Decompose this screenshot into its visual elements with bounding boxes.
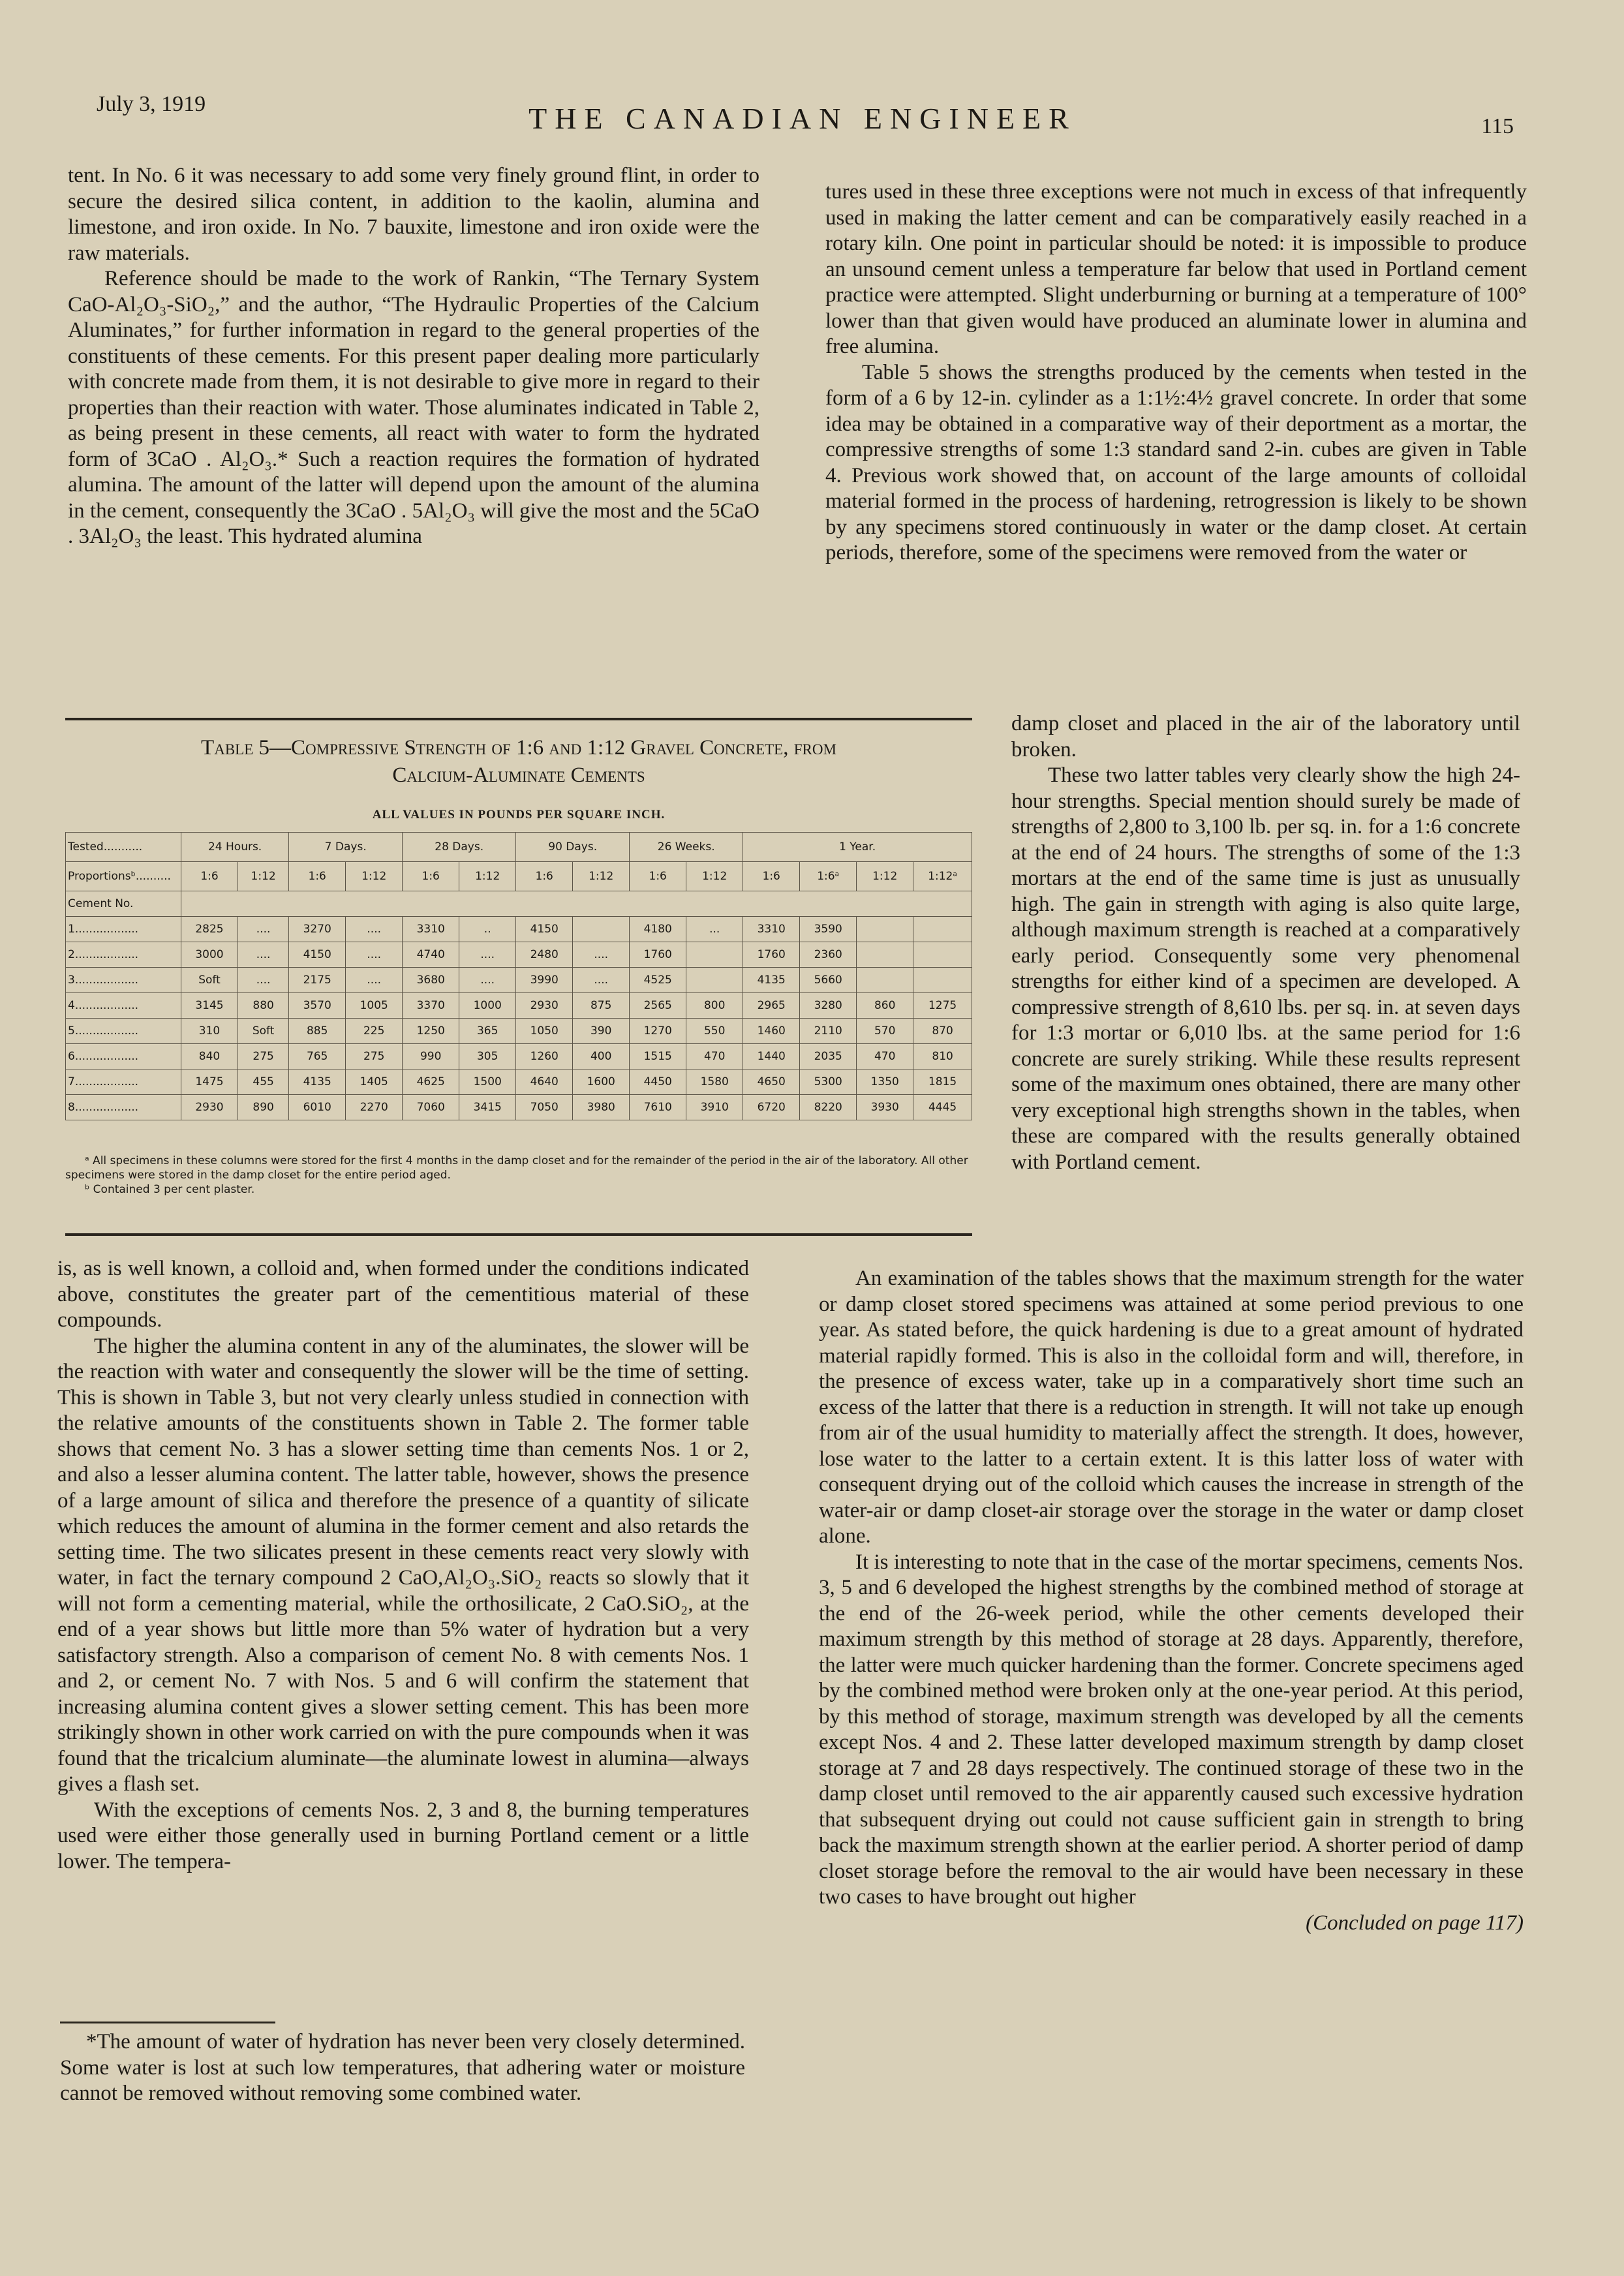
strength-value: ....: [238, 917, 289, 942]
cement-number: 3..................: [66, 968, 181, 993]
strength-value: 3270: [289, 917, 346, 942]
cement-number: 5..................: [66, 1019, 181, 1044]
strength-value: [857, 942, 913, 968]
strength-value: ....: [459, 942, 516, 968]
strength-value: 860: [857, 993, 913, 1019]
proportion-cell: 1:12: [346, 862, 403, 891]
table-top-rule: [65, 718, 972, 720]
strength-value: 2930: [181, 1095, 238, 1120]
strength-value: [857, 917, 913, 942]
strength-value: 550: [686, 1019, 743, 1044]
table-row: [66, 942, 972, 968]
strength-value: 2110: [800, 1019, 857, 1044]
strength-value: 885: [289, 1019, 346, 1044]
strength-value: 840: [181, 1044, 238, 1069]
strength-value: 3415: [459, 1095, 516, 1120]
paragraph: An examination of the tables shows that the maximum strength for the water or damp closet stored specimens was attained at some period previous to one year. As stated before, the quick hardening is due to a great amount of hydrated material rapidly formed. This is also in the colloidal form and will, therefore, in the presence of excess water, take up in a comparatively short time such an excess of the latter that there is a reduction in strength. It will not take up enough from air of the usual humidity to materially affect the strength. It does, however, lose water to the latter to a certain extent. It is this latter loss of water with consequent drying out of the colloid which causes the increase in strength of the water-air or damp closet-air storage over the storage in the water or damp closet alone.: [819, 1267, 1524, 1548]
right-column-bottom: [819, 1266, 1524, 1936]
table-row: [66, 1019, 972, 1044]
strength-value: 365: [459, 1019, 516, 1044]
paragraph: It is interesting to note that in the case of the mortar specimens, cements Nos. 3, 5 and 6 developed the highest strengths by the combined method of storage at the end of the 26-week period, while the other cements developed their maximum strength by this method of storage at 28 days. Apparently, therefore, the latter were much quicker hardening than the former. Concrete specimens aged by the combined method were broken only at the one-year period. At this period, by this method of storage, maximum strength was developed by all the cements except Nos. 4 and 2. These latter developed maximum strength by damp closet storage at 7 and 28 days respectively. The continued storage of these two in the damp closet until removed to the air apparently caused such excessive hydration that subsequent drying out could not cause sufficient gain in strength to bring back the maximum strength shown at the earlier period. A shorter period of damp closet storage before the removal to the air would have been necessary in these two cases to have brought out higher: [819, 1550, 1524, 1909]
strength-value: 4450: [630, 1069, 686, 1095]
strength-value: 2360: [800, 942, 857, 968]
strength-value: 880: [238, 993, 289, 1019]
cement-number: 6..................: [66, 1044, 181, 1069]
period-header: 90 Days.: [516, 833, 630, 862]
strength-value: 1515: [630, 1044, 686, 1069]
strength-value: Soft: [181, 968, 238, 993]
strength-value: 1005: [346, 993, 403, 1019]
strength-value: 1500: [459, 1069, 516, 1095]
strength-value: [913, 917, 972, 942]
strength-value: 275: [238, 1044, 289, 1069]
strength-value: 4625: [403, 1069, 459, 1095]
strength-value: 7060: [403, 1095, 459, 1120]
strength-value: 765: [289, 1044, 346, 1069]
proportion-cell: 1:6: [516, 862, 573, 891]
strength-value: 3570: [289, 993, 346, 1019]
strength-value: 990: [403, 1044, 459, 1069]
strength-value: 1270: [630, 1019, 686, 1044]
strength-value: 1760: [743, 942, 800, 968]
strength-value: 470: [857, 1044, 913, 1069]
period-header: 24 Hours.: [181, 833, 289, 862]
cement-label-row: [66, 891, 972, 917]
strength-value: 810: [913, 1044, 972, 1069]
proportion-cell: 1:12: [573, 862, 630, 891]
paragraph: damp closet and placed in the air of the laboratory until broken.: [1011, 712, 1520, 761]
table-caption: Table 5—Compressive Strength of 1:6 and 1:12 Gravel Concrete, from Calcium-Aluminate Cements: [201, 736, 836, 787]
footnote-rule: [60, 2022, 275, 2023]
strength-value: 570: [857, 1019, 913, 1044]
footnote: *The amount of water of hydration has never been very closely determined. Some water is lost at such low temperatures, that adhering water or moisture cannot be removed without removing some combined water.: [60, 2030, 745, 2105]
strength-value: 5300: [800, 1069, 857, 1095]
table-row: [66, 1044, 972, 1069]
strength-value: 3590: [800, 917, 857, 942]
strength-value: 1815: [913, 1069, 972, 1095]
strength-value: [686, 968, 743, 993]
paragraph: tent. In No. 6 it was necessary to add some very finely ground flint, in order to secure the desired silica content, in addition to the kaolin, alumina and limestone, and iron oxide. In No. 7 bauxite, limestone and iron oxide were the raw materials.: [68, 164, 759, 265]
proportion-cell: 1:6: [181, 862, 238, 891]
paragraph: tures used in these three exceptions were not much in excess of that infrequently used in making the latter cement and can be comparatively easily reached in a rotary kiln. One point in particular should be noted: it is impossible to produce an unsound cement unless a temperature far below that used in Portland cement practice were attempted. Slight underburning or burning at a temperature of 100° lower than that given would have produced an aluminate lower in alumina and free alumina.: [825, 180, 1527, 358]
strength-value: 1460: [743, 1019, 800, 1044]
left-column-bottom: [57, 1256, 749, 1875]
strength-value: 3680: [403, 968, 459, 993]
strength-value: [686, 942, 743, 968]
table-row: [66, 917, 972, 942]
strength-value: 3910: [686, 1095, 743, 1120]
right-column-beside-table: [1011, 711, 1520, 1175]
period-header: 26 Weeks.: [630, 833, 743, 862]
strength-value: ....: [346, 917, 403, 942]
strength-value: 1000: [459, 993, 516, 1019]
strength-value: 890: [238, 1095, 289, 1120]
proportion-cell: 1:12: [459, 862, 516, 891]
proportion-cell: 1:6: [403, 862, 459, 891]
strength-value: 4135: [289, 1069, 346, 1095]
cement-number: 4..................: [66, 993, 181, 1019]
strength-value: ....: [573, 942, 630, 968]
strength-value: 8220: [800, 1095, 857, 1120]
proportion-cell: 1:6: [743, 862, 800, 891]
cement-number: 7..................: [66, 1069, 181, 1095]
strength-value: 1250: [403, 1019, 459, 1044]
strength-value: 2825: [181, 917, 238, 942]
table-row: [66, 993, 972, 1019]
strength-value: 3370: [403, 993, 459, 1019]
proportion-cell: 1:12ᵃ: [913, 862, 972, 891]
paragraph: The higher the alumina content in any of the aluminates, the slower will be the reaction with water and consequently the slower will be the time of setting. This is shown in Table 3, but not very clearly unless studied in connection with the relative amounts of the constituents shown in Table 2. The former table shows that cement No. 3 has a slower setting time than cements Nos. 1 or 2, and also a lesser alumina content. The latter table, however, shows the presence of a large amount of silica and therefore the presence of a quantity of silicate which reduces the amount of alumina in the former cement and also retards the setting time. The two silicates present in these cements react very slowly with water, in fact the ternary compound 2 CaO,Al₂O₃.SiO₂ reacts so slowly that it will not form a cementing material, while the orthosilicate, 2 CaO.SiO₂, at the end of a year shows but little more than 5% water of hydration but a very satisfactory strength. Also a comparison of cement No. 8 with cements Nos. 1 and 2, or cement No. 7 with Nos. 5 and 6 will confirm the statement that increasing alumina content gives a slower setting cement. This has been more strikingly shown in other work carried on with the pure compounds when it was found that the tricalcium aluminate—the aluminate lowest in alumina—always gives a flash set.: [57, 1334, 749, 1796]
proportion-cell: 1:6: [630, 862, 686, 891]
strength-value: [857, 968, 913, 993]
strength-value: ....: [346, 942, 403, 968]
strength-value: 4445: [913, 1095, 972, 1120]
table-header-row: [66, 833, 972, 862]
strength-value: 4650: [743, 1069, 800, 1095]
paragraph: Reference should be made to the work of Rankin, “The Ternary System CaO-Al₂O₃-SiO₂,” and the author, “The Hydraulic Properties of the Calcium Aluminates,” for further information in regard to the general properties of the constituents of these cements. For this present paper dealing more particularly with concrete made from them, it is not desirable to give more in regard to their properties than their reaction with water. Those aluminates indicated in Table 2, as being present in these cements, all react with water to form the hydrated form of 3CaO . Al₂O₃.* Such a reaction requires the formation of hydrated alumina. The amount of the latter will depend upon the amount of the alumina in the cement, consequently the 3CaO . 5Al₂O₃ will give the most and the 5CaO . 3Al₂O₃ the least. This hydrated alumina: [68, 267, 759, 548]
proportion-cell: 1:6: [289, 862, 346, 891]
page-number: 115: [1481, 114, 1514, 138]
strength-value: 390: [573, 1019, 630, 1044]
strength-value: 2035: [800, 1044, 857, 1069]
strength-value: 400: [573, 1044, 630, 1069]
strength-value: 310: [181, 1019, 238, 1044]
period-header: 7 Days.: [289, 833, 403, 862]
strength-value: 3280: [800, 993, 857, 1019]
strength-table: [65, 832, 972, 1120]
strength-value: 6720: [743, 1095, 800, 1120]
strength-value: 1600: [573, 1069, 630, 1095]
strength-value: 470: [686, 1044, 743, 1069]
tested-label: Tested...........: [66, 833, 181, 862]
strength-value: [913, 942, 972, 968]
proportion-cell: 1:12: [857, 862, 913, 891]
strength-value: ....: [238, 968, 289, 993]
cement-number: 8..................: [66, 1095, 181, 1120]
proportion-cell: 1:6ᵃ: [800, 862, 857, 891]
strength-value: 875: [573, 993, 630, 1019]
strength-value: 800: [686, 993, 743, 1019]
strength-value: 4150: [516, 917, 573, 942]
table-subtitle: ALL VALUES IN POUNDS PER SQUARE INCH.: [372, 808, 666, 822]
strength-value: 3990: [516, 968, 573, 993]
strength-value: ....: [346, 968, 403, 993]
strength-value: ....: [238, 942, 289, 968]
paragraph: Table 5 shows the strengths produced by the cements when tested in the form of a 6 by 12-in. cylinder as a 1:1½:4½ gravel concrete. In order that some idea may be obtained in a comparative way of their deportment as a mortar, the compressive strengths of some 1:3 standard sand 2-in. cubes are given in Table 4. Previous work showed that, on account of the large amounts of colloidal material formed in the process of hardening, retrogression is likely to be shown by any specimens stored continuously in water or the damp closet. At certain periods, therefore, some of the specimens were removed from the water or: [825, 360, 1527, 564]
paragraph: is, as is well known, a colloid and, when formed under the conditions indicated above, constitutes the greater part of the cementitious material of these compounds.: [57, 1257, 749, 1332]
table-row: [66, 1069, 972, 1095]
table-note-b: ᵇ Contained 3 per cent plaster.: [85, 1183, 255, 1196]
strength-value: 1350: [857, 1069, 913, 1095]
strength-value: 7050: [516, 1095, 573, 1120]
cement-label: Cement No.: [66, 891, 181, 917]
strength-value: ....: [573, 968, 630, 993]
strength-value: 3980: [573, 1095, 630, 1120]
strength-value: ....: [459, 968, 516, 993]
cement-number: 1..................: [66, 917, 181, 942]
strength-value: 1275: [913, 993, 972, 1019]
cement-number: 2..................: [66, 942, 181, 968]
strength-value: 2930: [516, 993, 573, 1019]
strength-value: 4740: [403, 942, 459, 968]
strength-value: 3000: [181, 942, 238, 968]
strength-value: 7610: [630, 1095, 686, 1120]
strength-value: 2270: [346, 1095, 403, 1120]
paragraph: With the exceptions of cements Nos. 2, 3 and 8, the burning temperatures used were either those generally used in burning Portland cement or a little lower. The tempera-: [57, 1798, 749, 1873]
paragraph: These two latter tables very clearly show the high 24-hour strengths. Special mention should surely be made of strengths of 2,800 to 3,100 lb. per sq. in. for a 1:6 concrete at the end of 24 hours. The strengths of some of the 1:3 mortars at the end of the same time is just as unusually high. The gain in strength with aging is also quite large, although maximum strength is reached at a comparatively early period. Consequently some very phenomenal strengths for either kind of a specimen are developed. A compressive strength of 8,610 lbs. per sq. in. at seven days for 1:3 mortar or 6,010 lbs. at the same period for 1:6 concrete are surely striking. While these results represent some of the maximum ones obtained, there are many other very exceptional high strengths shown in the tables, when these are compared with the results generally obtained with Portland cement.: [1011, 763, 1520, 1174]
proportions-row: [66, 862, 972, 891]
strength-value: 2965: [743, 993, 800, 1019]
table-row: [66, 1095, 972, 1120]
table-body: [66, 917, 972, 1120]
strength-value: 4525: [630, 968, 686, 993]
proportions-label: Proportionsᵇ..........: [66, 862, 181, 891]
strength-value: [913, 968, 972, 993]
strength-value: 305: [459, 1044, 516, 1069]
strength-value: 1405: [346, 1069, 403, 1095]
left-column-top: [68, 163, 759, 550]
strength-value: 3310: [743, 917, 800, 942]
strength-value: 4150: [289, 942, 346, 968]
strength-value: 1260: [516, 1044, 573, 1069]
strength-value: 1580: [686, 1069, 743, 1095]
strength-value: Soft: [238, 1019, 289, 1044]
period-header: 1 Year.: [743, 833, 972, 862]
proportion-cell: 1:12: [238, 862, 289, 891]
strength-value: 2480: [516, 942, 573, 968]
strength-value: 6010: [289, 1095, 346, 1120]
right-column-top: [825, 179, 1527, 566]
period-header: 28 Days.: [403, 833, 516, 862]
continued-note: (Concluded on page 117): [1306, 1911, 1524, 1935]
strength-value: 225: [346, 1019, 403, 1044]
table-note-a: ᵃ All specimens in these columns were stored for the first 4 months in the damp closet and for the remainder of the period in the air of the laboratory. All other specimens were stored in the damp closet for the entire period aged.: [65, 1154, 968, 1182]
table-notes: [65, 1154, 972, 1197]
strength-value: 4640: [516, 1069, 573, 1095]
strength-value: 5660: [800, 968, 857, 993]
strength-value: 455: [238, 1069, 289, 1095]
strength-value: 1760: [630, 942, 686, 968]
strength-value: 4180: [630, 917, 686, 942]
issue-date: July 3, 1919: [97, 92, 206, 116]
strength-value: [573, 917, 630, 942]
strength-value: 3310: [403, 917, 459, 942]
strength-value: 4135: [743, 968, 800, 993]
table-bottom-rule: [65, 1233, 972, 1236]
strength-value: 2565: [630, 993, 686, 1019]
strength-value: 1440: [743, 1044, 800, 1069]
strength-value: 2175: [289, 968, 346, 993]
table-row: [66, 968, 972, 993]
strength-value: 3930: [857, 1095, 913, 1120]
strength-value: ...: [686, 917, 743, 942]
running-header: [91, 88, 1514, 140]
strength-value: 1050: [516, 1019, 573, 1044]
strength-value: ..: [459, 917, 516, 942]
journal-title: THE CANADIAN ENGINEER: [529, 102, 1077, 135]
strength-value: 870: [913, 1019, 972, 1044]
strength-value: 275: [346, 1044, 403, 1069]
strength-value: 1475: [181, 1069, 238, 1095]
proportion-cell: 1:12: [686, 862, 743, 891]
strength-value: 3145: [181, 993, 238, 1019]
